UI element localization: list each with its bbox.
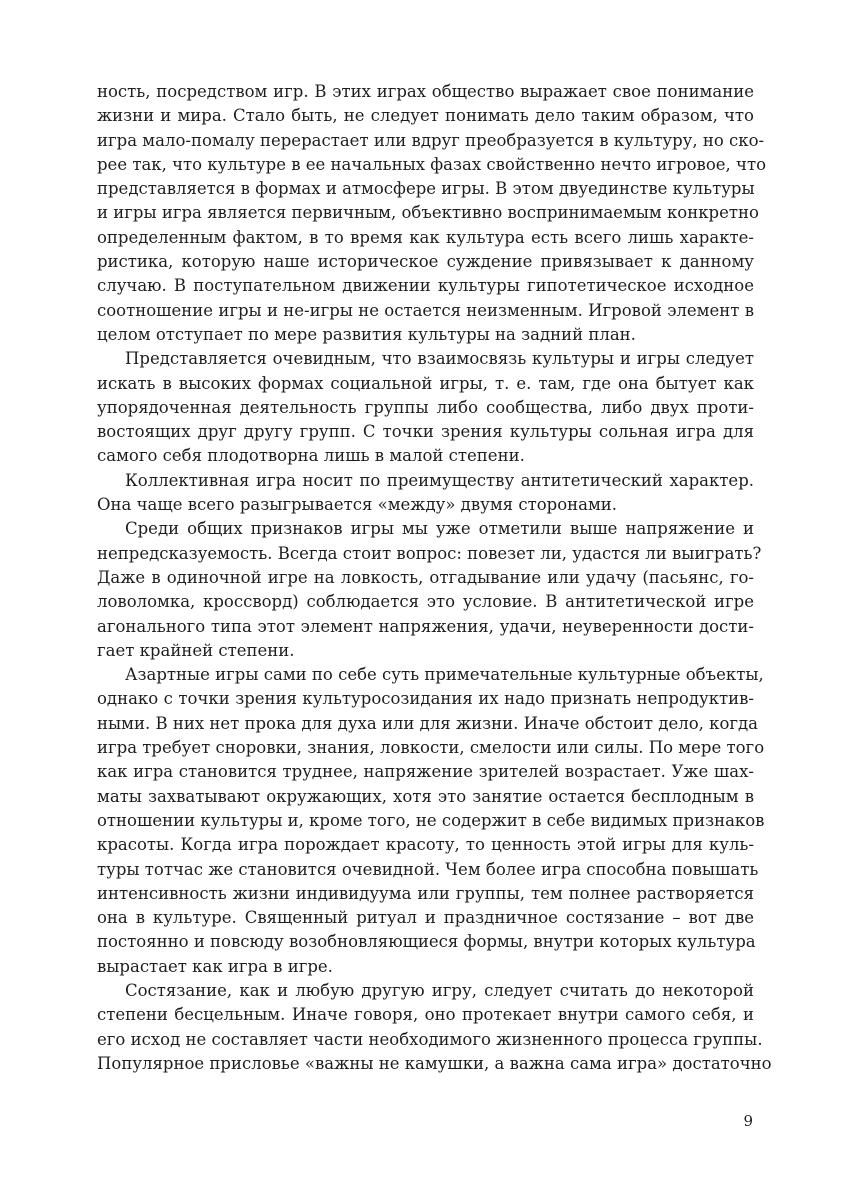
paragraph bbox=[97, 80, 767, 347]
paragraph bbox=[97, 663, 765, 979]
text-line: Представляется очевидным, что взаимосвязь культуры и игры следует bbox=[125, 349, 754, 369]
text-line: игра мало-помалу перерастает или вдруг преобразуется в культуру, но ско- bbox=[97, 130, 765, 150]
text-line: вырастает как игра в игре. bbox=[97, 956, 333, 976]
text-line: маты захватывают окружающих, хотя это занятие остается бесплодным в bbox=[97, 786, 754, 806]
text-line: искать в высоких формах социальной игры, т. е. там, где она бытует как bbox=[97, 373, 754, 393]
text-line: она в культуре. Священный ритуал и праздничное состязание – вот две bbox=[97, 908, 754, 928]
text-line: гает крайней степени. bbox=[97, 640, 295, 660]
paragraph bbox=[97, 347, 754, 468]
text-line: определенным фактом, в то время как культура есть всего лишь характе- bbox=[97, 227, 754, 247]
paragraph bbox=[97, 517, 762, 663]
page-number: 9 bbox=[743, 1112, 753, 1130]
text-line: как игра становится труднее, напряжение зрителей возрастает. Уже шах- bbox=[97, 762, 754, 782]
text-line: интенсивность жизни индивидуума или группы, тем полнее растворяется bbox=[97, 883, 754, 903]
text-line: ность, посредством игр. В этих играх общество выражает свое понимание bbox=[97, 82, 754, 101]
text-line: агонального типа этот элемент напряжения, удачи, неуверенности дости- bbox=[97, 616, 754, 636]
text-line: востоящих друг другу групп. С точки зрения культуры сольная игра для bbox=[97, 422, 754, 442]
text-line: целом отступает по мере развития культуры на задний план. bbox=[97, 324, 636, 344]
text-line: рее так, что культуре в ее начальных фазах свойственно нечто игровое, что bbox=[97, 154, 767, 174]
text-line: Даже в одиночной игре на ловкость, отгадывание или удачу (пасьянс, го- bbox=[97, 567, 754, 587]
text-line: Азартные игры сами по себе суть примечательные культурные объекты, bbox=[125, 665, 764, 685]
text-line: соотношение игры и не-игры не остается неизменным. Игровой элемент в bbox=[97, 300, 754, 320]
text-line: ловоломка, кроссворд) соблюдается это условие. В антитетической игре bbox=[97, 592, 754, 612]
text-line: отношении культуры и, кроме того, не содержит в себе видимых признаков bbox=[97, 810, 765, 830]
text-line: красоты. Когда игра порождает красоту, то ценность этой игры для куль- bbox=[97, 835, 754, 855]
text-line: самого себя плодотворна лишь в малой степени. bbox=[97, 446, 525, 466]
text-line: Коллективная игра носит по преимуществу антитетический характер. bbox=[125, 470, 754, 490]
text-line: жизни и мира. Стало быть, не следует понимать дело таким образом, что bbox=[97, 106, 754, 126]
text-line: Среди общих признаков игры мы уже отметили выше напряжение и bbox=[125, 519, 754, 539]
paragraph bbox=[97, 979, 772, 1076]
text-line: однако с точки зрения культуросозидания их надо признать непродуктив- bbox=[97, 689, 754, 709]
text-line: его исход не составляет части необходимого жизненного процесса группы. bbox=[97, 1029, 763, 1049]
text-line: туры тотчас же становится очевидной. Чем более игра способна повышать bbox=[97, 859, 759, 879]
text-line: Популярное присловье «важны не камушки, а важна сама игра» достаточно bbox=[97, 1053, 772, 1073]
text-line: ристика, которую наше историческое суждение привязывает к данному bbox=[97, 252, 754, 272]
text-line: степени бесцельным. Иначе говоря, оно протекает внутри самого себя, и bbox=[97, 1005, 754, 1025]
text-line: игра требует сноровки, знания, ловкости, смелости или силы. По мере того bbox=[97, 738, 765, 758]
text-line: упорядоченная деятельность группы либо сообщества, либо двух проти- bbox=[97, 397, 754, 417]
text-line: представляется в формах и атмосфере игры. В этом двуединстве культуры bbox=[97, 179, 755, 199]
paragraph bbox=[97, 469, 754, 518]
text-line: ными. В них нет прока для духа или для жизни. Иначе обстоит дело, когда bbox=[97, 713, 759, 733]
text-line: непредсказуемость. Всегда стоит вопрос: повезет ли, удастся ли выиграть? bbox=[97, 543, 762, 563]
text-line: Она чаще всего разыгрывается «между» двумя сторонами. bbox=[97, 495, 618, 515]
text-line: и игры игра является первичным, объективно воспринимаемым конкретно bbox=[97, 203, 759, 223]
text-line: постоянно и повсюду возобновляющиеся формы, внутри которых культура bbox=[97, 932, 756, 952]
page-body bbox=[97, 80, 772, 1076]
text-line: Состязание, как и любую другую игру, следует считать до некоторой bbox=[125, 980, 754, 1000]
text-line: случаю. В поступательном движении культуры гипотетическое исходное bbox=[97, 276, 754, 296]
